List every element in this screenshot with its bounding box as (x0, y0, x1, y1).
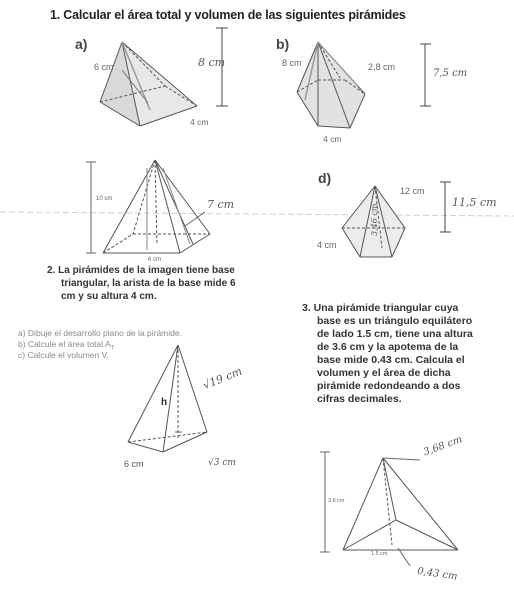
figure-d-height-label: 11,5 cm (452, 196, 497, 209)
figure-a-height-label: 8 cm (198, 56, 226, 69)
figure-a-slant-label: 6 cm (94, 62, 114, 72)
figure-c-apothem-label: 7 cm (207, 198, 235, 211)
pyramid-exercise-3 (320, 452, 458, 566)
figure-a-base-label: 4 cm (190, 117, 209, 127)
figure-b-height-label: 7,5 cm (433, 68, 468, 79)
exercise-3-line-2: base es un triángulo equilátero (317, 315, 473, 327)
figure-a-letter: a) (75, 36, 88, 52)
pyramid-c (86, 160, 210, 253)
exercise-2-slant-label: √19 cm (201, 364, 244, 393)
pyramid-a (100, 28, 228, 126)
exercise-3-line-1: 3. Una pirámide triangular cuya (302, 302, 459, 314)
exercise-3-apothem-label: 0,43 cm (416, 566, 459, 583)
exercise-3-line-7: pirámide redondeando a dos (317, 380, 461, 392)
exercise-2-task-b-text: b) Calcule el área total A (18, 339, 111, 349)
exercise-2-task-a: a) Dibuje el desarrollo plano de la pirámide. (18, 328, 182, 338)
figure-d-apothem-label: 3,46 cm (370, 203, 379, 236)
pyramid-b (297, 42, 431, 128)
exercise-2-height-label: h (161, 397, 168, 408)
exercise-2-base-label: 6 cm (124, 459, 144, 469)
exercise-3-base-label: 1.5 cm (371, 551, 388, 557)
exercise-3-slant-label: 3,68 cm (422, 434, 464, 459)
exercise-3-line-8: cifras decimales. (317, 393, 402, 405)
exercise-3-line-5: base mide 0.43 cm. Calcula el (317, 354, 465, 366)
exercise-3-line-4: de 3.6 cm y la apotema de la (317, 341, 459, 353)
figure-d-letter: d) (318, 170, 332, 186)
exercise-2-line-3: cm y su altura 4 cm. (61, 291, 157, 302)
exercise-2-base-right-label: √3 cm (208, 458, 236, 468)
figure-b-edge-left-label: 8 cm (282, 58, 302, 68)
exercise-3-height-label: 3.6 cm (328, 498, 345, 504)
exercise-3-line-6: volumen y el área de dicha (317, 367, 451, 379)
figure-d-edge-label: 12 cm (400, 186, 425, 196)
pyramid-d (342, 182, 451, 257)
figure-c-base-label: 6 cm (148, 257, 162, 263)
exercise-1-title: 1. Calcular el área total y volumen de las siguientes pirámides (50, 8, 406, 22)
exercise-2-line-2: triangular, la arista de la base mide 6 (61, 278, 236, 289)
figure-c-edge-label: 10 cm (96, 196, 113, 202)
figure-b-letter: b) (276, 36, 290, 52)
exercise-2-task-c: c) Calcule el volumen V. (18, 350, 109, 360)
exercise-3-line-3: de lado 1.5 cm, tiene una altura (317, 328, 473, 340)
figure-b-base-label: 4 cm (323, 134, 342, 144)
figure-d-base-label: 4 cm (317, 240, 337, 250)
figure-b-edge-right-label: 2,8 cm (368, 62, 396, 72)
exercise-2-task-b-subscript: T (110, 345, 115, 352)
exercise-2-line-1: 2. La pirámides de la imagen tiene base (47, 265, 235, 276)
page-fold-line (0, 212, 514, 216)
pyramid-exercise-2 (128, 345, 207, 452)
